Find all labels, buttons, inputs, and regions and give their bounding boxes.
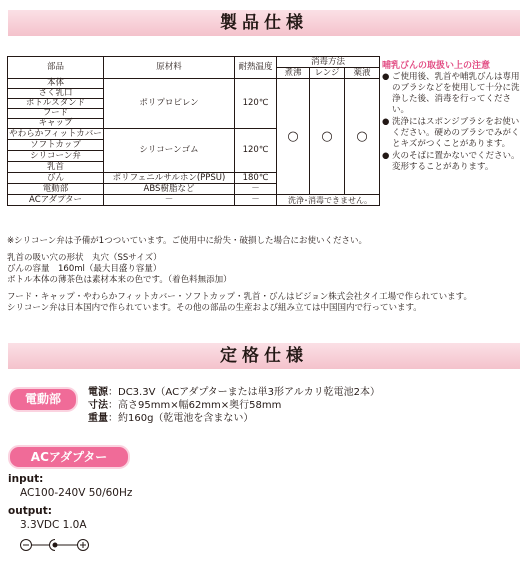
microwave-ok: ○ [310,79,345,195]
header-microwave: レンジ [310,68,345,79]
heat-ppsu: 180℃ [235,173,277,184]
spec-table [7,56,380,206]
part-cell: シリコーン弁 [8,151,104,162]
care-item: ● 洗浄にはスポンジブラシをお使いください。硬めのブラシでみがくとキズがつくことがあります。 [382,117,520,149]
care-item: ● ご使用後、乳首や哺乳びんは専用のブラシなどを使用して十分に洗浄した後、消毒を行ってください。 [382,72,520,115]
bullet-icon: ● [382,117,390,127]
input-label: input: [8,473,44,485]
rating-section-banner [8,343,520,369]
part-cell: ACアダプター [8,195,104,206]
output-label: output: [8,505,52,517]
heat-abs: － [235,184,277,195]
spare-note: ※シリコーン弁は予備が1つついています。ご使用中に紛失・破損した場合にお使いください。 [7,236,368,246]
part-cell: びん [8,173,104,184]
material-ppsu: ポリフェニルサルホン(PPSU) [104,173,235,184]
material-abs: ABS樹脂など [104,184,235,195]
header-chemical: 薬液 [345,68,380,79]
spec-section-title: 製品仕様 [220,13,308,33]
material-ac: － [104,195,235,206]
chemical-ok: ○ [345,79,380,195]
color-note: ボトル本体の薄茶色は素材本来の色です。（着色料無添加） [7,275,232,285]
nipple-note: 乳首の吸い穴の形状 丸穴（SSサイズ） [7,253,162,263]
part-cell: やわらかフィットカバー [9,128,102,139]
weight-label: 重量 [88,413,108,424]
rating-section-title: 定格仕様 [220,346,308,366]
no-disinfect-note: 洗浄･消毒できません｡ [277,195,380,206]
boil-ok: ○ [277,79,310,195]
material-pp: ポリプロピレン [104,79,235,129]
care-title: 哺乳びんの取扱い上の注意 [382,61,491,71]
size-value: ：高さ95mm×幅62mm×奥行58mm [108,400,282,411]
bullet-icon: ● [382,151,390,161]
heat-pp: 120℃ [235,79,277,129]
bullet-icon: ● [382,72,390,82]
origin-note-2: シリコーン弁は日本国内で作られています。その他の部品の生産および組み立ては中国国内で行っています。 [7,303,422,313]
header-boil: 煮沸 [277,68,310,79]
header-part: 部品 [8,57,104,79]
heat-ac: － [235,195,277,206]
part-cell: ソフトカップ [8,140,104,151]
part-cell: ボトルスタンド [8,99,104,109]
heat-silicone: 120℃ [235,129,277,173]
care-list [382,72,522,174]
capacity-note: びんの容量 160ml（最大目盛り容量） [7,264,162,274]
header-material: 原材料 [104,57,235,79]
origin-note-1: フード・キャップ・やわらかフィットカバー・ソフトカップ・乳首・びんはピジョン株式会社タイ工場で作られています。 [7,292,472,302]
part-cell: 本体 [8,79,104,89]
header-disinfect: 消毒方法 [277,57,380,68]
part-cell: 乳首 [8,162,104,173]
part-cell: さく乳口 [8,89,104,99]
power-value: ：DC3.3V（ACアダプターまたは単3形アルカリ乾電池2本） [108,387,380,398]
electric-badge: 電動部 [8,387,78,412]
spec-section-banner [8,10,520,36]
output-value: 3.3VDC 1.0A [20,519,87,531]
part-cell: 電動部 [8,184,104,195]
care-item: ● 火のそばに置かないでください。変形することがあります。 [382,151,520,172]
part-cell: キャップ [8,119,104,129]
header-heat: 耐熱温度 [235,57,277,79]
power-label: 電源 [88,387,108,398]
input-value: AC100-240V 50/60Hz [20,487,133,499]
material-silicone: シリコーンゴム [104,129,235,173]
size-label: 寸法 [88,400,108,411]
polarity-icon [19,538,91,552]
electric-specs [88,386,380,425]
weight-value: ：約160g（乾電池を含まない） [108,413,254,424]
adapter-badge: ACアダプター [8,445,130,469]
part-cell: フード [8,109,104,119]
